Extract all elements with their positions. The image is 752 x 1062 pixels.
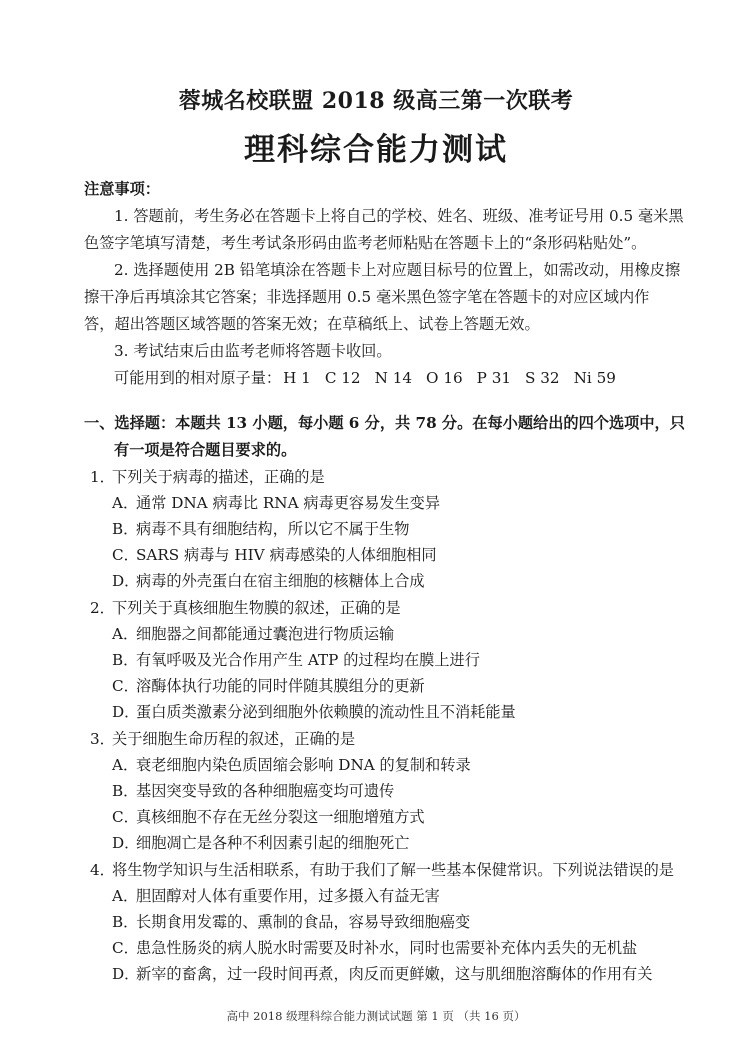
option-letter: C． (112, 546, 139, 564)
mass-p: P 31 (476, 369, 512, 387)
option-text: 病毒不具有细胞结构，所以它不属于生物 (136, 520, 410, 538)
mass-h: H 1 (283, 369, 311, 387)
option-text: SARS 病毒与 HIV 病毒感染的人体细胞相同 (136, 546, 437, 564)
option-letter: B． (112, 520, 139, 538)
question-text: 将生物学知识与生活相联系，有助于我们了解一些基本保健常识。下列说法错误的是 (112, 861, 674, 879)
mass-ni: Ni 59 (573, 369, 616, 387)
question-number: 4． (90, 861, 115, 879)
option-text: 通常 DNA 病毒比 RNA 病毒更容易发生变异 (136, 494, 441, 512)
question-1-option-b (112, 518, 409, 540)
question-number: 2． (90, 599, 115, 617)
question-number: 3． (90, 730, 115, 748)
option-letter: C． (112, 808, 139, 826)
option-letter: D． (112, 703, 140, 721)
question-3-option-a (112, 754, 471, 776)
note-2-line-2: 擦干净后再填涂其它答案；非选择题用 0.5 毫米黑色签字笔在答题卡的对应区域内作 (84, 288, 650, 306)
section-heading-line-1: 一、选择题：本题共 13 小题，每小题 6 分，共 78 分。在每小题给出的四个选项中，只 (84, 414, 685, 432)
note-1-line-1: 1. 答题前，考生务必在答题卡上将自己的学校、姓名、班级、准考证号用 0.5 毫米黑 (114, 207, 684, 225)
question-4-option-d (112, 963, 652, 985)
mass-n: N 14 (374, 369, 413, 387)
option-text: 有氧呼吸及光合作用产生 ATP 的过程均在膜上进行 (136, 651, 480, 669)
mass-s: S 32 (525, 369, 560, 387)
option-text: 胆固醇对人体有重要作用，过多摄入有益无害 (136, 887, 440, 905)
exam-subject-title: 理科综合能力测试 (244, 132, 508, 168)
mass-o: O 16 (426, 369, 463, 387)
option-letter: D． (112, 834, 140, 852)
question-text: 下列关于真核细胞生物膜的叙述，正确的是 (112, 599, 401, 617)
question-2-option-a (112, 623, 394, 645)
question-number: 1． (90, 468, 115, 486)
question-3-option-d (112, 832, 409, 854)
question-text: 关于细胞生命历程的叙述，正确的是 (112, 730, 355, 748)
question-1-option-a (112, 492, 440, 514)
question-text: 下列关于病毒的描述，正确的是 (112, 468, 325, 486)
page-footer: 高中 2018 级理科综合能力测试试题 第 1 页 （共 16 页） (226, 1009, 526, 1023)
option-text: 蛋白质类激素分泌到细胞外依赖膜的流动性且不消耗能量 (136, 703, 516, 721)
option-text: 病毒的外壳蛋白在宿主细胞的核糖体上合成 (136, 572, 425, 590)
option-letter: B． (112, 913, 139, 931)
question-3-stem (90, 728, 355, 750)
question-4-option-b (112, 911, 470, 933)
option-letter: A． (112, 625, 139, 643)
question-2-stem (90, 597, 401, 619)
option-letter: B． (112, 782, 139, 800)
question-4-stem (90, 859, 674, 881)
option-letter: A． (112, 887, 139, 905)
section-heading-line-2: 有一项是符合题目要求的。 (114, 441, 297, 459)
option-text: 基因突变导致的各种细胞癌变均可遗传 (136, 782, 395, 800)
note-2-line-1: 2. 选择题使用 2B 铅笔填涂在答题卡上对应题目标号的位置上，如需改动，用橡皮擦 (114, 261, 681, 279)
note-1-line-2: 色签字笔填写清楚，考生考试条形码由监考老师粘贴在答题卡上的“条形码粘贴处”。 (84, 234, 647, 252)
option-text: 患急性肠炎的病人脱水时需要及时补水，同时也需要补充体内丢失的无机盐 (136, 939, 638, 957)
option-letter: A． (112, 494, 139, 512)
option-text: 长期食用发霉的、熏制的食品，容易导致细胞癌变 (136, 913, 471, 931)
note-3: 3. 考试结束后由监考老师将答题卡收回。 (114, 342, 392, 360)
option-letter: D． (112, 965, 140, 983)
option-letter: D． (112, 572, 140, 590)
option-text: 真核细胞不存在无丝分裂这一细胞增殖方式 (136, 808, 425, 826)
option-text: 溶酶体执行功能的同时伴随其膜组分的更新 (136, 677, 425, 695)
question-2-option-b (112, 649, 480, 671)
option-text: 细胞器之间都能通过囊泡进行物质运输 (136, 625, 395, 643)
question-1-option-d (112, 570, 425, 592)
question-1-option-c (112, 544, 437, 566)
question-1-stem (90, 466, 325, 488)
question-4-option-c (112, 937, 637, 959)
option-letter: C． (112, 677, 139, 695)
atomic-masses (114, 367, 630, 389)
option-text: 细胞凋亡是各种不利因素引起的细胞死亡 (136, 834, 410, 852)
note-2-line-3: 答，超出答题区域答题的答案无效；在草稿纸上、试卷上答题无效。 (84, 315, 540, 333)
option-text: 衰老细胞内染色质固缩会影响 DNA 的复制和转录 (136, 756, 471, 774)
question-3-option-c (112, 806, 425, 828)
question-3-option-b (112, 780, 394, 802)
exam-title: 蓉城名校联盟 2018 级高三第一次联考 (178, 88, 574, 114)
mass-c: C 12 (324, 369, 361, 387)
question-2-option-c (112, 675, 425, 697)
option-letter: A． (112, 756, 139, 774)
option-letter: C． (112, 939, 139, 957)
question-2-option-d (112, 701, 516, 723)
option-letter: B． (112, 651, 139, 669)
atomic-masses-label: 可能用到的相对原子量： (114, 369, 282, 387)
notes-heading: 注意事项： (84, 180, 160, 198)
option-text: 新宰的畜禽，过一段时间再煮，肉反而更鲜嫩，这与肌细胞溶酶体的作用有关 (136, 965, 653, 983)
question-4-option-a (112, 885, 440, 907)
